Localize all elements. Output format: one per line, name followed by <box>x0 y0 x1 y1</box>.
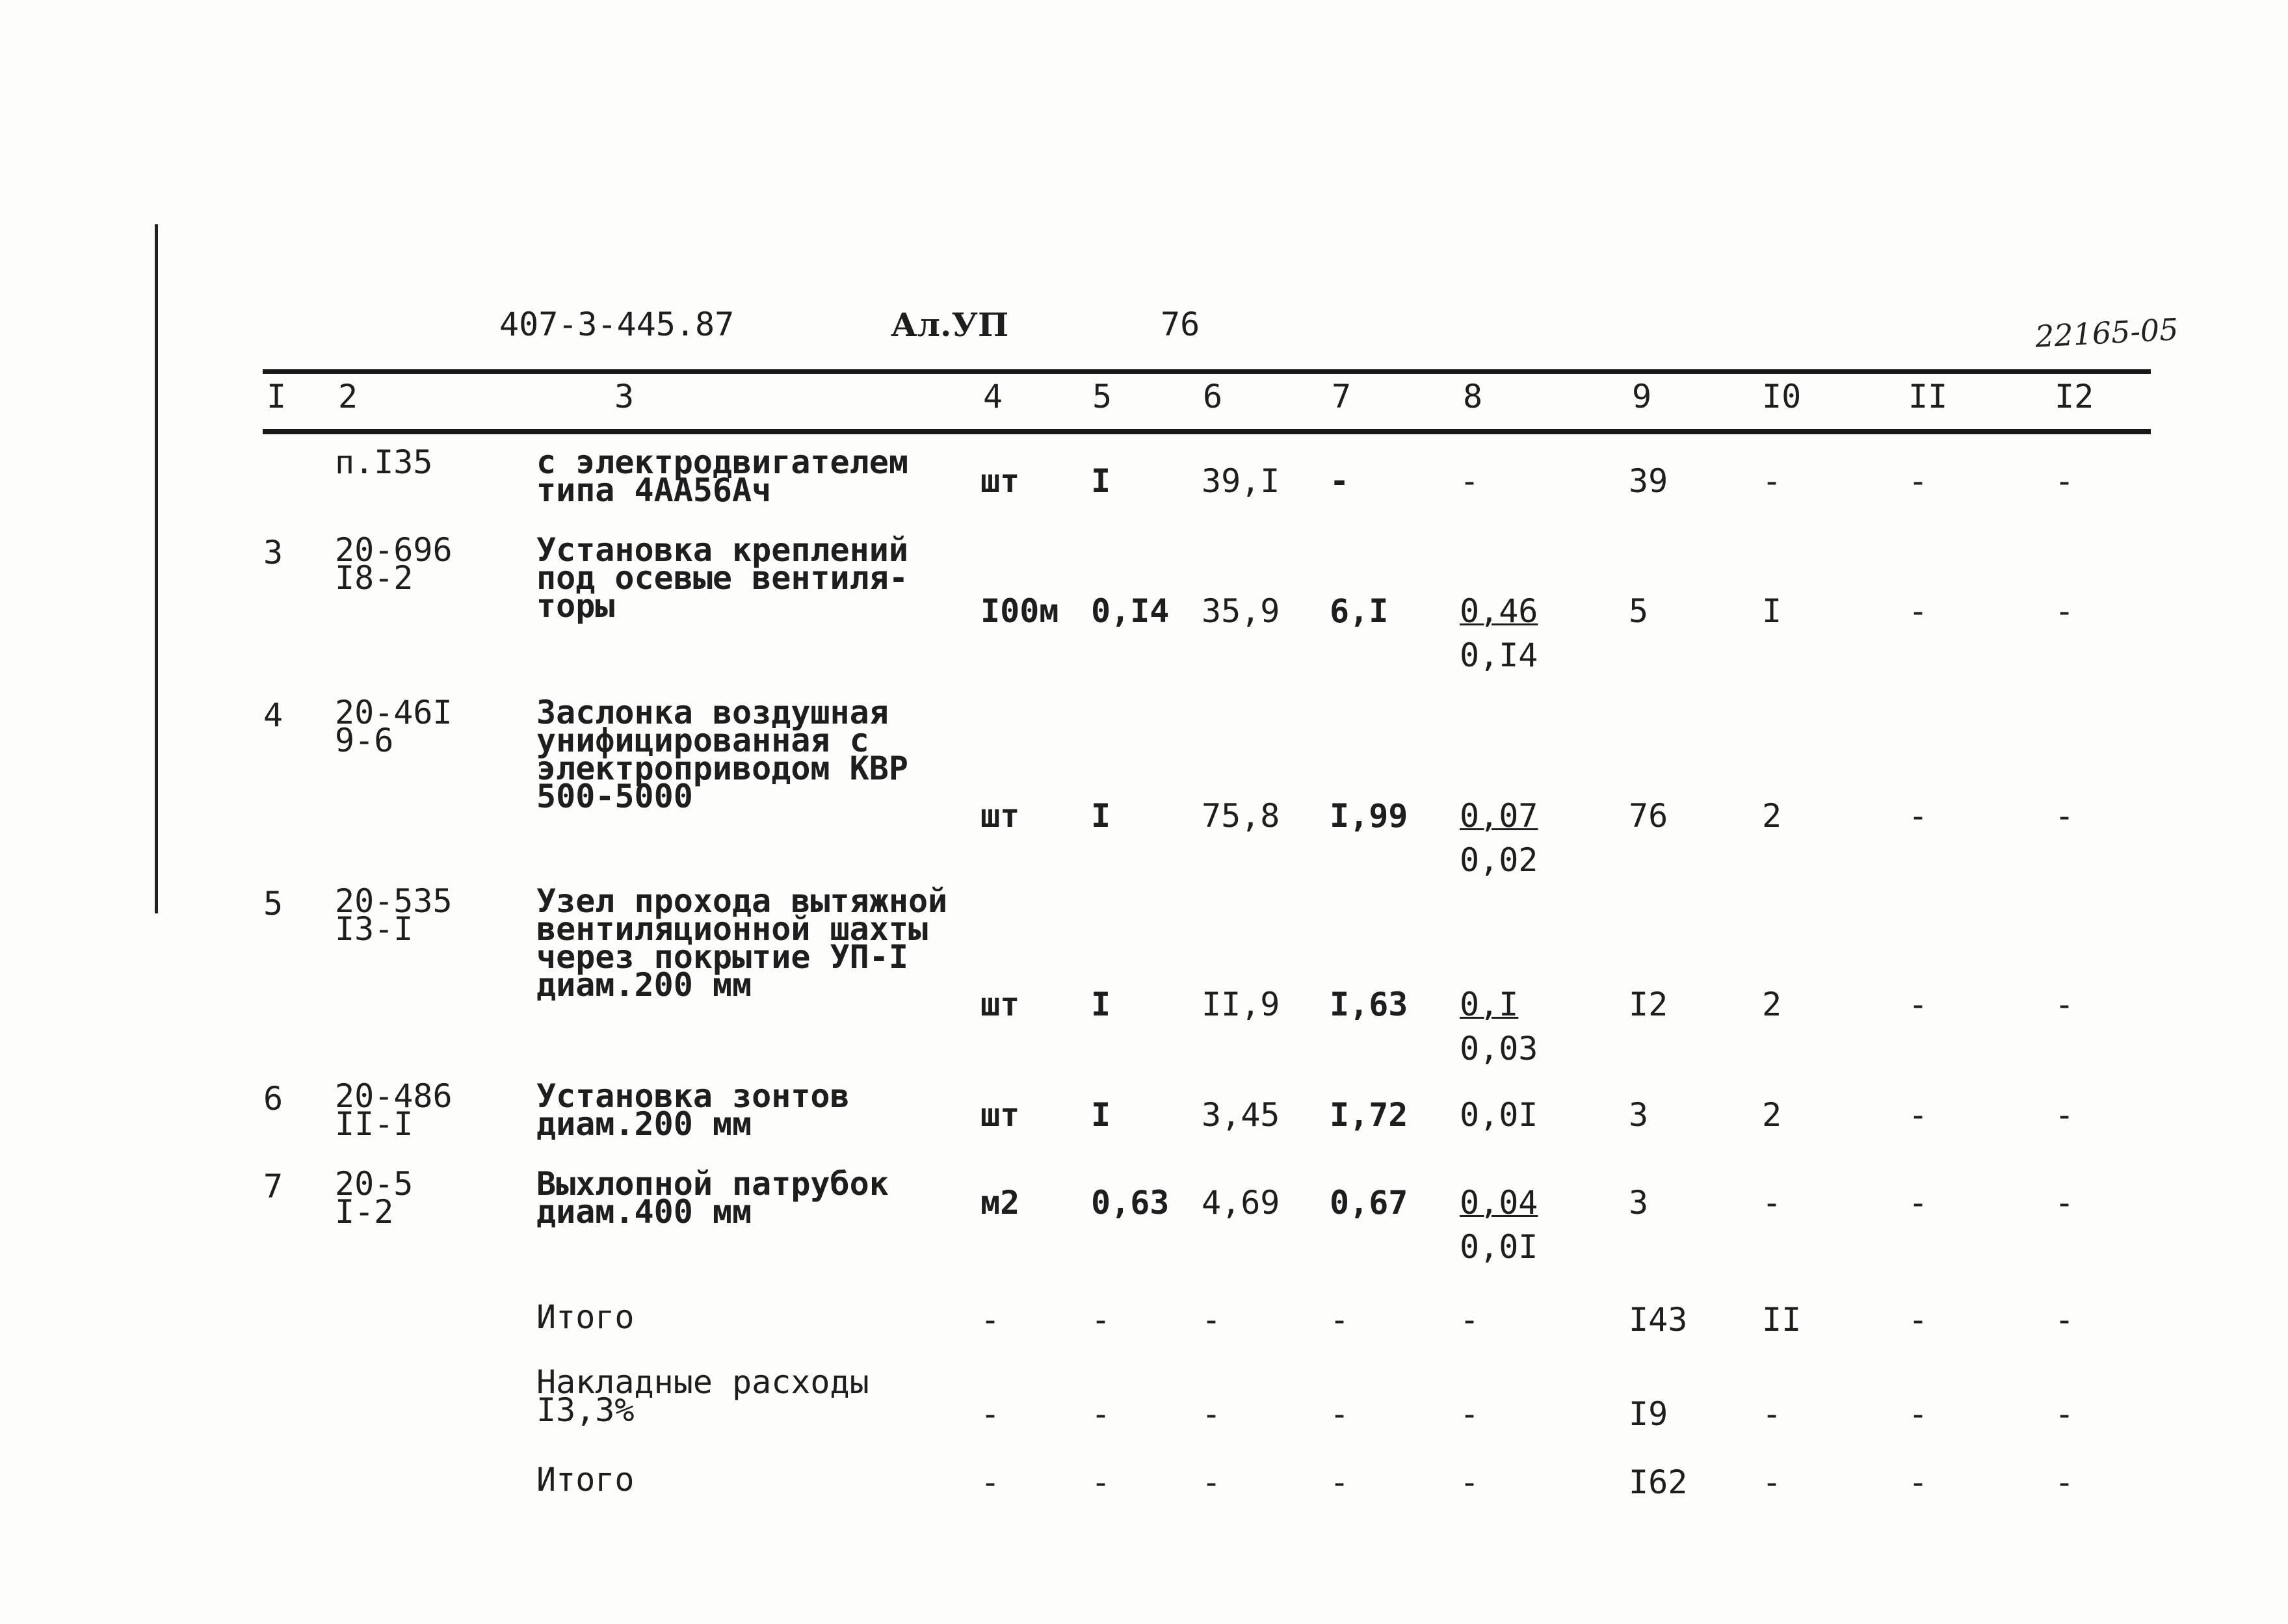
document-number: 407-3-445.87 <box>499 306 735 343</box>
cell-c4: шт <box>980 462 1020 500</box>
totals-label: Итого <box>536 1461 635 1499</box>
cell-c12: - <box>2055 1096 2075 1134</box>
totals-c11: - <box>1908 1395 1928 1433</box>
norm-code: 20-46I 9-6 <box>335 694 453 759</box>
totals-c11: - <box>1908 1301 1928 1339</box>
cell-c8-top: - <box>1460 462 1480 500</box>
cell-c9: 5 <box>1629 592 1649 630</box>
totals-c9: I62 <box>1629 1463 1688 1501</box>
totals-c4: - <box>980 1463 1001 1501</box>
cell-c10: 2 <box>1762 1096 1782 1134</box>
column-header-6: 6 <box>1203 378 1223 415</box>
totals-c5: - <box>1091 1463 1111 1501</box>
cell-c7: I,63 <box>1330 986 1408 1023</box>
cell-c8-top: 0,46 <box>1460 592 1538 630</box>
binding-margin-line <box>155 224 158 913</box>
cell-c5: I <box>1091 986 1111 1023</box>
cell-c4: шт <box>980 1096 1020 1134</box>
cell-c9: 3 <box>1629 1096 1649 1134</box>
column-header-8: 8 <box>1463 378 1483 415</box>
cell-c5: I <box>1091 462 1111 500</box>
totals-c5: - <box>1091 1301 1111 1339</box>
cell-c12: - <box>2055 462 2075 500</box>
cell-c7: 6,I <box>1330 592 1389 630</box>
totals-c10: - <box>1762 1395 1782 1433</box>
page-number: 76 <box>1161 306 1200 343</box>
totals-c9: I43 <box>1629 1301 1688 1339</box>
cell-c5: I <box>1091 1096 1111 1134</box>
cell-c11: - <box>1908 592 1928 630</box>
column-header-3: 3 <box>614 378 635 415</box>
row-index: 3 <box>263 534 283 571</box>
cell-c4: шт <box>980 797 1020 835</box>
cell-c12: - <box>2055 797 2075 835</box>
cell-c11: - <box>1908 986 1928 1023</box>
cell-c10: 2 <box>1762 986 1782 1023</box>
norm-code: п.I35 <box>335 443 433 481</box>
cell-c6: 39,I <box>1202 462 1280 500</box>
totals-c6: - <box>1202 1301 1222 1339</box>
cell-c10: - <box>1762 462 1782 500</box>
column-header-4: 4 <box>983 378 1003 415</box>
cell-c6: 3,45 <box>1202 1096 1280 1134</box>
totals-c6: - <box>1202 1395 1222 1433</box>
column-header-1: I <box>267 378 287 415</box>
totals-c11: - <box>1908 1463 1928 1501</box>
cell-c9: 76 <box>1629 797 1668 835</box>
totals-c12: - <box>2055 1395 2075 1433</box>
cell-c7: 0,67 <box>1330 1184 1408 1222</box>
cell-c10: I <box>1762 592 1782 630</box>
cell-c9: 39 <box>1629 462 1668 500</box>
cell-c4: м2 <box>980 1184 1020 1222</box>
work-description: Установка креплений под осевые вентиля- торы <box>536 531 908 625</box>
column-header-12: I2 <box>2055 378 2094 415</box>
totals-c12: - <box>2055 1301 2075 1339</box>
cell-c7: I,72 <box>1330 1096 1408 1134</box>
totals-c10: II <box>1762 1301 1802 1339</box>
cell-c10: 2 <box>1762 797 1782 835</box>
cell-c11: - <box>1908 797 1928 835</box>
cell-c10: - <box>1762 1184 1782 1222</box>
cell-c4: I00м <box>980 592 1059 630</box>
column-header-7: 7 <box>1332 378 1352 415</box>
totals-c7: - <box>1330 1301 1350 1339</box>
cell-c7: - <box>1330 462 1350 500</box>
work-description: Установка зонтов диам.200 мм <box>536 1077 850 1143</box>
norm-code: 20-535 I3-I <box>335 882 453 948</box>
totals-c8: - <box>1460 1463 1480 1501</box>
cell-c8-top: 0,07 <box>1460 797 1538 835</box>
totals-c4: - <box>980 1301 1001 1339</box>
cell-c11: - <box>1908 1184 1928 1222</box>
totals-c10: - <box>1762 1463 1782 1501</box>
album-label: Ал.УП <box>891 306 1009 344</box>
cell-c12: - <box>2055 1184 2075 1222</box>
cell-c7: I,99 <box>1330 797 1408 835</box>
cell-c8-top: 0,04 <box>1460 1184 1538 1222</box>
totals-c4: - <box>980 1395 1001 1433</box>
cell-c6: 4,69 <box>1202 1184 1280 1222</box>
totals-c7: - <box>1330 1395 1350 1433</box>
totals-label: Накладные расходы I3,3% <box>536 1363 869 1429</box>
table-header-rule <box>263 429 2151 434</box>
work-description: Заслонка воздушная унифицированная с электроприводом КВР 500-5000 <box>536 694 908 815</box>
work-description: с электродвигателем типа 4АА56Ач <box>536 443 908 509</box>
cell-c5: I <box>1091 797 1111 835</box>
work-description: Выхлопной патрубок диам.400 мм <box>536 1165 889 1231</box>
totals-c9: I9 <box>1629 1395 1668 1433</box>
norm-code: 20-696 I8-2 <box>335 531 453 597</box>
norm-code: 20-486 II-I <box>335 1077 453 1143</box>
cell-c6: II,9 <box>1202 986 1280 1023</box>
totals-c12: - <box>2055 1463 2075 1501</box>
column-header-11: II <box>1908 378 1948 415</box>
work-description: Узел прохода вытяжной вентиляционной шахты через покрытие УП-I диам.200 мм <box>536 882 948 1004</box>
row-index: 7 <box>263 1168 283 1205</box>
totals-c8: - <box>1460 1395 1480 1433</box>
cell-c4: шт <box>980 986 1020 1023</box>
cell-c6: 35,9 <box>1202 592 1280 630</box>
cell-c5: 0,I4 <box>1091 592 1170 630</box>
table-top-rule <box>263 369 2151 374</box>
cell-c8-bottom: 0,03 <box>1460 1030 1538 1067</box>
cell-c8-top: 0,I <box>1460 986 1519 1023</box>
cell-c6: 75,8 <box>1202 797 1280 835</box>
cell-c11: - <box>1908 462 1928 500</box>
cell-c12: - <box>2055 592 2075 630</box>
column-header-9: 9 <box>1632 378 1652 415</box>
totals-c5: - <box>1091 1395 1111 1433</box>
norm-code: 20-5 I-2 <box>335 1165 414 1231</box>
totals-c7: - <box>1330 1463 1350 1501</box>
row-index: 5 <box>263 885 283 923</box>
column-header-5: 5 <box>1092 378 1112 415</box>
cell-c5: 0,63 <box>1091 1184 1170 1222</box>
cell-c12: - <box>2055 986 2075 1023</box>
totals-c6: - <box>1202 1463 1222 1501</box>
column-header-10: I0 <box>1762 378 1802 415</box>
row-index: 4 <box>263 696 283 734</box>
cell-c8-bottom: 0,I4 <box>1460 636 1538 674</box>
row-index: 6 <box>263 1080 283 1118</box>
totals-label: Итого <box>536 1298 635 1336</box>
cell-c8-bottom: 0,02 <box>1460 841 1538 879</box>
totals-c8: - <box>1460 1301 1480 1339</box>
column-header-2: 2 <box>338 378 358 415</box>
cell-c9: I2 <box>1629 986 1668 1023</box>
cell-c8-bottom: 0,0I <box>1460 1228 1538 1266</box>
cell-c9: 3 <box>1629 1184 1649 1222</box>
serial-number: 22165-05 <box>2034 311 2179 354</box>
cell-c11: - <box>1908 1096 1928 1134</box>
cell-c8-top: 0,0I <box>1460 1096 1538 1134</box>
